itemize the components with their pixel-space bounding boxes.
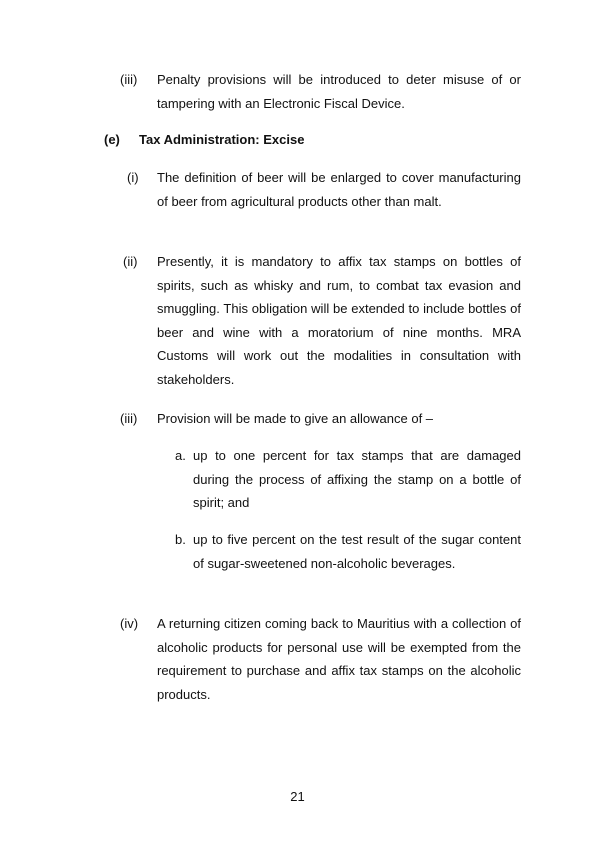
item-text: Provision will be made to give an allowance of – xyxy=(157,411,434,426)
item-number: (iii) xyxy=(120,411,138,426)
item-number: (iv) xyxy=(120,616,139,631)
item-text: Penalty provisions will be introduced to deter misuse of or tampering with an Electronic Fiscal Device. xyxy=(157,72,521,111)
item-text: A returning citizen coming back to Mauritius with a collection of alcoholic products for personal use will be exempted from the requirement to purchase and affix tax stamps on the alcoholic products. xyxy=(157,616,521,702)
sub-item-letter: a. xyxy=(175,448,186,463)
item-text: The definition of beer will be enlarged to cover manufacturing of beer from agricultural products other than malt. xyxy=(157,170,521,209)
section-title: Tax Administration: Excise xyxy=(139,132,305,147)
sub-item-letter: b. xyxy=(175,532,186,547)
sub-item-text: up to one percent for tax stamps that are damaged during the process of affixing the stamp on a bottle of spirit; and xyxy=(193,448,521,510)
item-text: Presently, it is mandatory to affix tax stamps on bottles of spirits, such as whisky and rum, to combat tax evasion and smuggling. This obligation will be extended to include bottles of beer and wine with a moratorium of nine months. MRA Customs will work out the modalities in consultation with stakeholders. xyxy=(157,254,521,387)
section-letter: (e) xyxy=(104,132,120,147)
sub-item-text: up to five percent on the test result of the sugar content of sugar-sweetened non-alcoholic beverages. xyxy=(193,532,521,571)
item-number: (iii) xyxy=(120,72,138,87)
item-number: (ii) xyxy=(123,254,138,269)
page-number: 21 xyxy=(290,789,305,804)
item-number: (i) xyxy=(127,170,139,185)
